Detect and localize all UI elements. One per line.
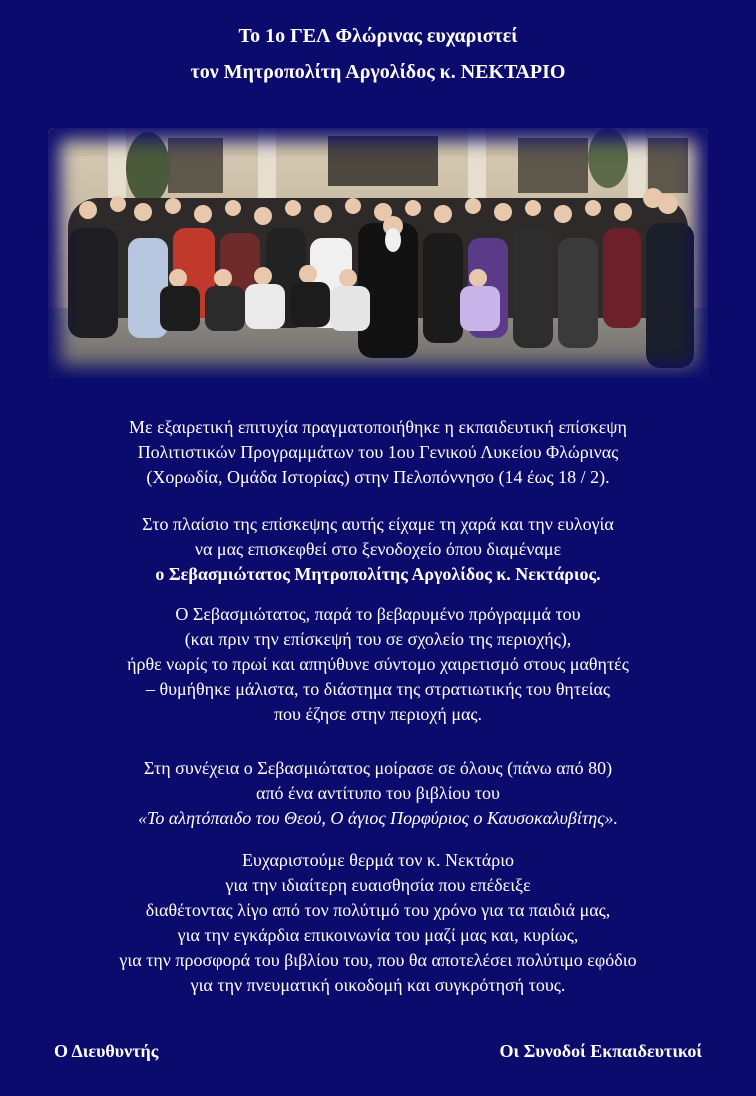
paragraph-5-line: για την πνευματική οικοδομή και συγκρότησή τους. [190, 975, 566, 995]
paragraph-3-line: που έζησε στην περιοχή μας. [273, 704, 483, 724]
title-line-2: τον Μητροπολίτη Αργολίδος κ. ΝΕΚΤΑΡΙΟ [190, 61, 566, 83]
paragraph-1-line: Με εξαιρετική επιτυχία πραγματοποιήθηκε η εκπαιδευτική επίσκεψη [129, 417, 627, 437]
paragraph-2-line: να μας επισκεφθεί στο ξενοδοχείο όπου διαμέναμε [194, 539, 562, 559]
paragraph-2-line-bold: ο Σεβασμιώτατος Μητροπολίτης Αργολίδος κ. Νεκτάριος. [155, 564, 601, 584]
signature-teachers: Οι Συνοδοί Εκπαιδευτικοί [499, 1041, 702, 1061]
paragraph-1-line: Πολιτιστικών Προγραμμάτων του 1ου Γενικού Λυκείου Φλώρινας [137, 442, 619, 462]
paragraph-1-line: (Χορωδία, Ομάδα Ιστορίας) στην Πελοπόννησο (14 έως 18 / 2). [146, 467, 610, 487]
book-title: «Το αλητόπαιδο του Θεού, Ο άγιος Πορφύριος ο Καυσοκαλυβίτης». [137, 808, 619, 828]
paragraph-2-line: Στο πλαίσιο της επίσκεψης αυτής είχαμε τη χαρά και την ευλογία [142, 514, 614, 534]
paragraph-3-line: – θυμήθηκε μάλιστα, το διάστημα της στρατιωτικής του θητείας [145, 679, 611, 699]
signature-director: Ο Διευθυντής [54, 1041, 159, 1061]
paragraph-3 [20, 602, 736, 727]
paragraph-4-line: Στη συνέχεια ο Σεβασμιώτατος μοίρασε σε όλους (πάνω από 80) [143, 758, 613, 778]
paragraph-5-line: διαθέτοντας λίγο από τον πολύτιμό του χρόνο για τα παιδιά μας, [145, 900, 611, 920]
paragraph-3-line: (και πριν την επίσκεψή του σε σχολείο της περιοχής), [184, 629, 572, 649]
paragraph-3-line: Ο Σεβασμιώτατος, παρά το βεβαρυμένο πρόγραμμά του [175, 604, 581, 624]
paragraph-3-line: ήρθε νωρίς το πρωί και απηύθυνε σύντομο χαιρετισμό στους μαθητές [127, 654, 629, 674]
group-photo [48, 128, 708, 378]
paragraph-4-line: από ένα αντίτυπο του βιβλίου του [256, 783, 500, 803]
title-line-1: Το 1ο ΓΕΛ Φλώρινας ευχαριστεί [238, 25, 518, 47]
paragraph-5 [20, 848, 736, 998]
paragraph-4 [20, 756, 736, 831]
paragraph-1 [20, 415, 736, 490]
paragraph-5-line: για την προσφορά του βιβλίου του, που θα αποτελέσει πολύτιμο εφόδιο [119, 950, 637, 970]
paragraph-5-line: Ευχαριστούμε θερμά τον κ. Νεκτάριο [241, 850, 515, 870]
group-photo-icon [48, 128, 708, 378]
paragraph-2 [20, 512, 736, 587]
paragraph-5-line: για την ιδιαίτερη ευαισθησία που επέδειξε [225, 875, 531, 895]
paragraph-5-line: για την εγκάρδια επικοινωνία του μαζί μας και, κυρίως, [177, 925, 579, 945]
